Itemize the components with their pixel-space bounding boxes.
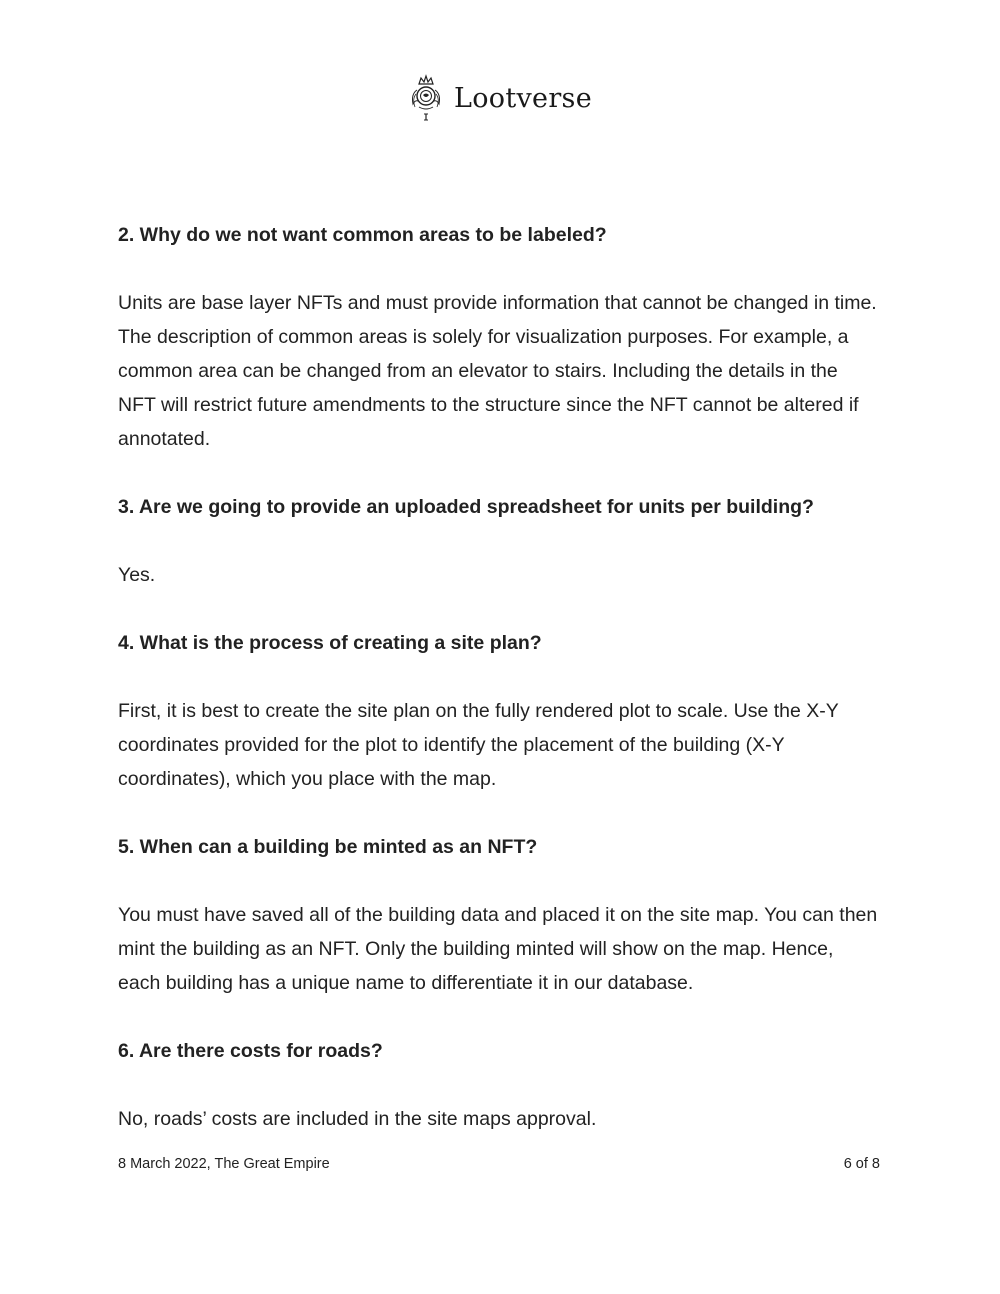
brand-name: Lootverse xyxy=(454,82,592,114)
question-heading: 2. Why do we not want common areas to be labeled? xyxy=(118,224,607,246)
crest-icon xyxy=(408,74,444,122)
answer-line: mint the building as an NFT. Only the building minted will show on the map. Hence, xyxy=(118,938,834,960)
page-footer xyxy=(118,1156,880,1172)
footer-date: 8 March 2022, The Great Empire xyxy=(118,1156,330,1172)
answer-line: Yes. xyxy=(118,564,156,586)
question-heading: 4. What is the process of creating a site plan? xyxy=(118,632,542,654)
answer-line: No, roads’ costs are included in the site maps approval. xyxy=(118,1108,597,1130)
question-heading: 6. Are there costs for roads? xyxy=(118,1040,383,1062)
answer-line: coordinates), which you place with the map. xyxy=(118,768,497,790)
answer-line: You must have saved all of the building data and placed it on the site map. You can then xyxy=(118,904,878,926)
answer-line: NFT will restrict future amendments to the structure since the NFT cannot be altered if xyxy=(118,394,859,416)
answer-line: each building has a unique name to differentiate it in our database. xyxy=(118,972,694,994)
page-header xyxy=(0,74,1000,122)
answer-line: annotated. xyxy=(118,428,211,450)
page-number: 6 of 8 xyxy=(843,1156,880,1172)
answer-line: Units are base layer NFTs and must provide information that cannot be changed in time. xyxy=(118,292,877,314)
answer-line: First, it is best to create the site plan on the fully rendered plot to scale. Use the X-Y xyxy=(118,700,839,722)
question-heading: 3. Are we going to provide an uploaded spreadsheet for units per building? xyxy=(118,496,814,518)
answer-line: The description of common areas is solely for visualization purposes. For example, a xyxy=(118,326,849,348)
question-heading: 5. When can a building be minted as an NFT? xyxy=(118,836,538,858)
answer-line: common area can be changed from an elevator to stairs. Including the details in the xyxy=(118,360,838,382)
answer-line: coordinates provided for the plot to identify the placement of the building (X-Y xyxy=(118,734,785,756)
faq-content xyxy=(118,218,888,1136)
